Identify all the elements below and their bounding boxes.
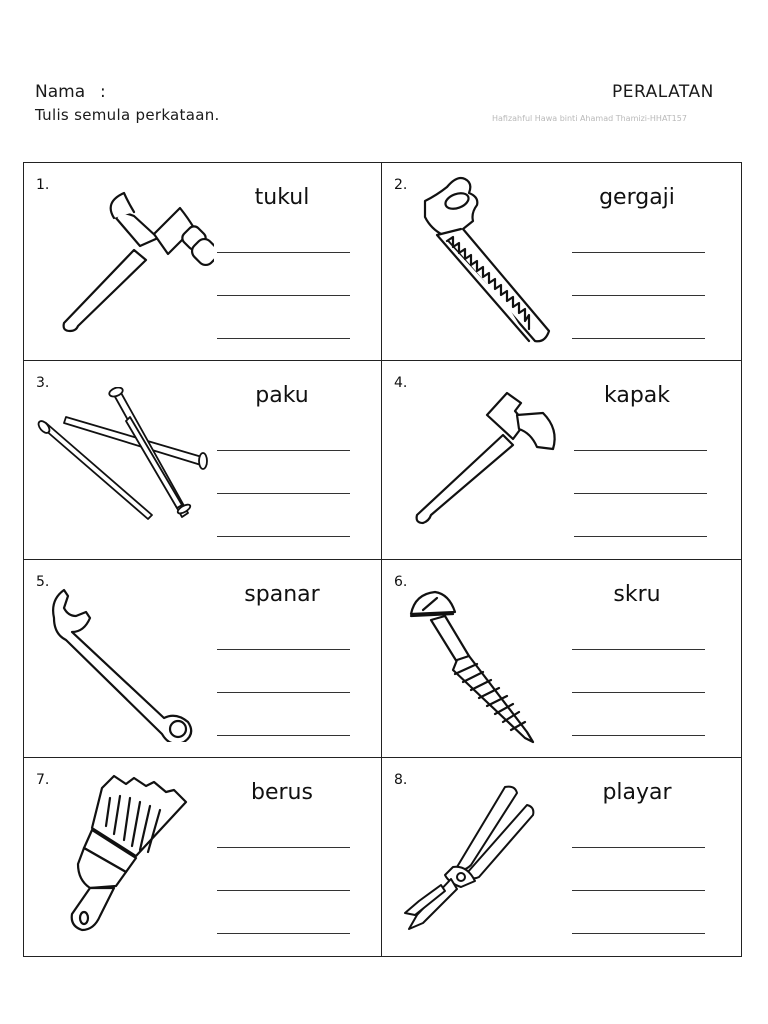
writing-line[interactable]	[217, 252, 350, 253]
writing-line[interactable]	[217, 338, 350, 339]
instruction-text: Tulis semula perkataan.	[35, 106, 220, 124]
writing-line[interactable]	[217, 295, 350, 296]
writing-line[interactable]	[572, 890, 705, 891]
writing-line[interactable]	[572, 338, 705, 339]
writing-line[interactable]	[217, 649, 350, 650]
writing-line[interactable]	[217, 450, 350, 451]
worksheet-cell-5	[24, 560, 382, 758]
item-number: 8.	[394, 772, 408, 788]
writing-line[interactable]	[217, 692, 350, 693]
saw-icon	[417, 173, 557, 348]
item-number: 4.	[394, 375, 408, 391]
writing-line[interactable]	[574, 493, 707, 494]
axe-icon	[407, 389, 567, 529]
word-label: playar	[602, 780, 672, 805]
name-colon: :	[100, 82, 106, 102]
item-number: 5.	[36, 574, 50, 590]
writing-line[interactable]	[217, 536, 350, 537]
item-number: 1.	[36, 177, 50, 193]
word-label: spanar	[244, 582, 320, 607]
writing-line[interactable]	[572, 933, 705, 934]
name-label: Nama	[35, 82, 86, 102]
item-number: 3.	[36, 375, 50, 391]
worksheet-cell-1	[24, 163, 382, 361]
worksheet-cell-7	[24, 758, 382, 956]
writing-line[interactable]	[572, 295, 705, 296]
writing-line[interactable]	[572, 252, 705, 253]
writing-line[interactable]	[572, 649, 705, 650]
screw-icon	[407, 590, 557, 745]
hammer-icon	[54, 188, 214, 338]
worksheet-cell-3	[24, 361, 382, 560]
item-number: 6.	[394, 574, 408, 590]
writing-line[interactable]	[574, 536, 707, 537]
writing-line[interactable]	[217, 493, 350, 494]
worksheet-title: PERALATAN	[612, 82, 714, 102]
word-label: kapak	[603, 383, 671, 408]
worksheet-grid	[23, 162, 742, 957]
worksheet-cell-6	[382, 560, 741, 758]
pliers-icon	[397, 783, 547, 933]
writing-line[interactable]	[572, 735, 705, 736]
word-label: gergaji	[599, 185, 675, 210]
writing-line[interactable]	[574, 450, 707, 451]
word-label: paku	[255, 383, 309, 408]
writing-line[interactable]	[217, 735, 350, 736]
word-label: tukul	[254, 185, 310, 210]
word-label: berus	[251, 780, 313, 805]
writing-line[interactable]	[217, 890, 350, 891]
author-credit: Hafizahful Hawa binti Ahamad Thamizi-HHAT157	[492, 114, 687, 123]
writing-line[interactable]	[572, 692, 705, 693]
worksheet-cell-4	[382, 361, 741, 560]
writing-line[interactable]	[217, 933, 350, 934]
nails-icon	[36, 387, 211, 527]
writing-line[interactable]	[217, 847, 350, 848]
item-number: 2.	[394, 177, 408, 193]
worksheet-cell-2	[382, 163, 741, 361]
writing-line[interactable]	[572, 847, 705, 848]
word-label: skru	[613, 582, 661, 607]
worksheet-cell-8	[382, 758, 741, 956]
spanner-icon	[44, 582, 204, 742]
item-number: 7.	[36, 772, 50, 788]
brush-icon	[54, 768, 204, 948]
